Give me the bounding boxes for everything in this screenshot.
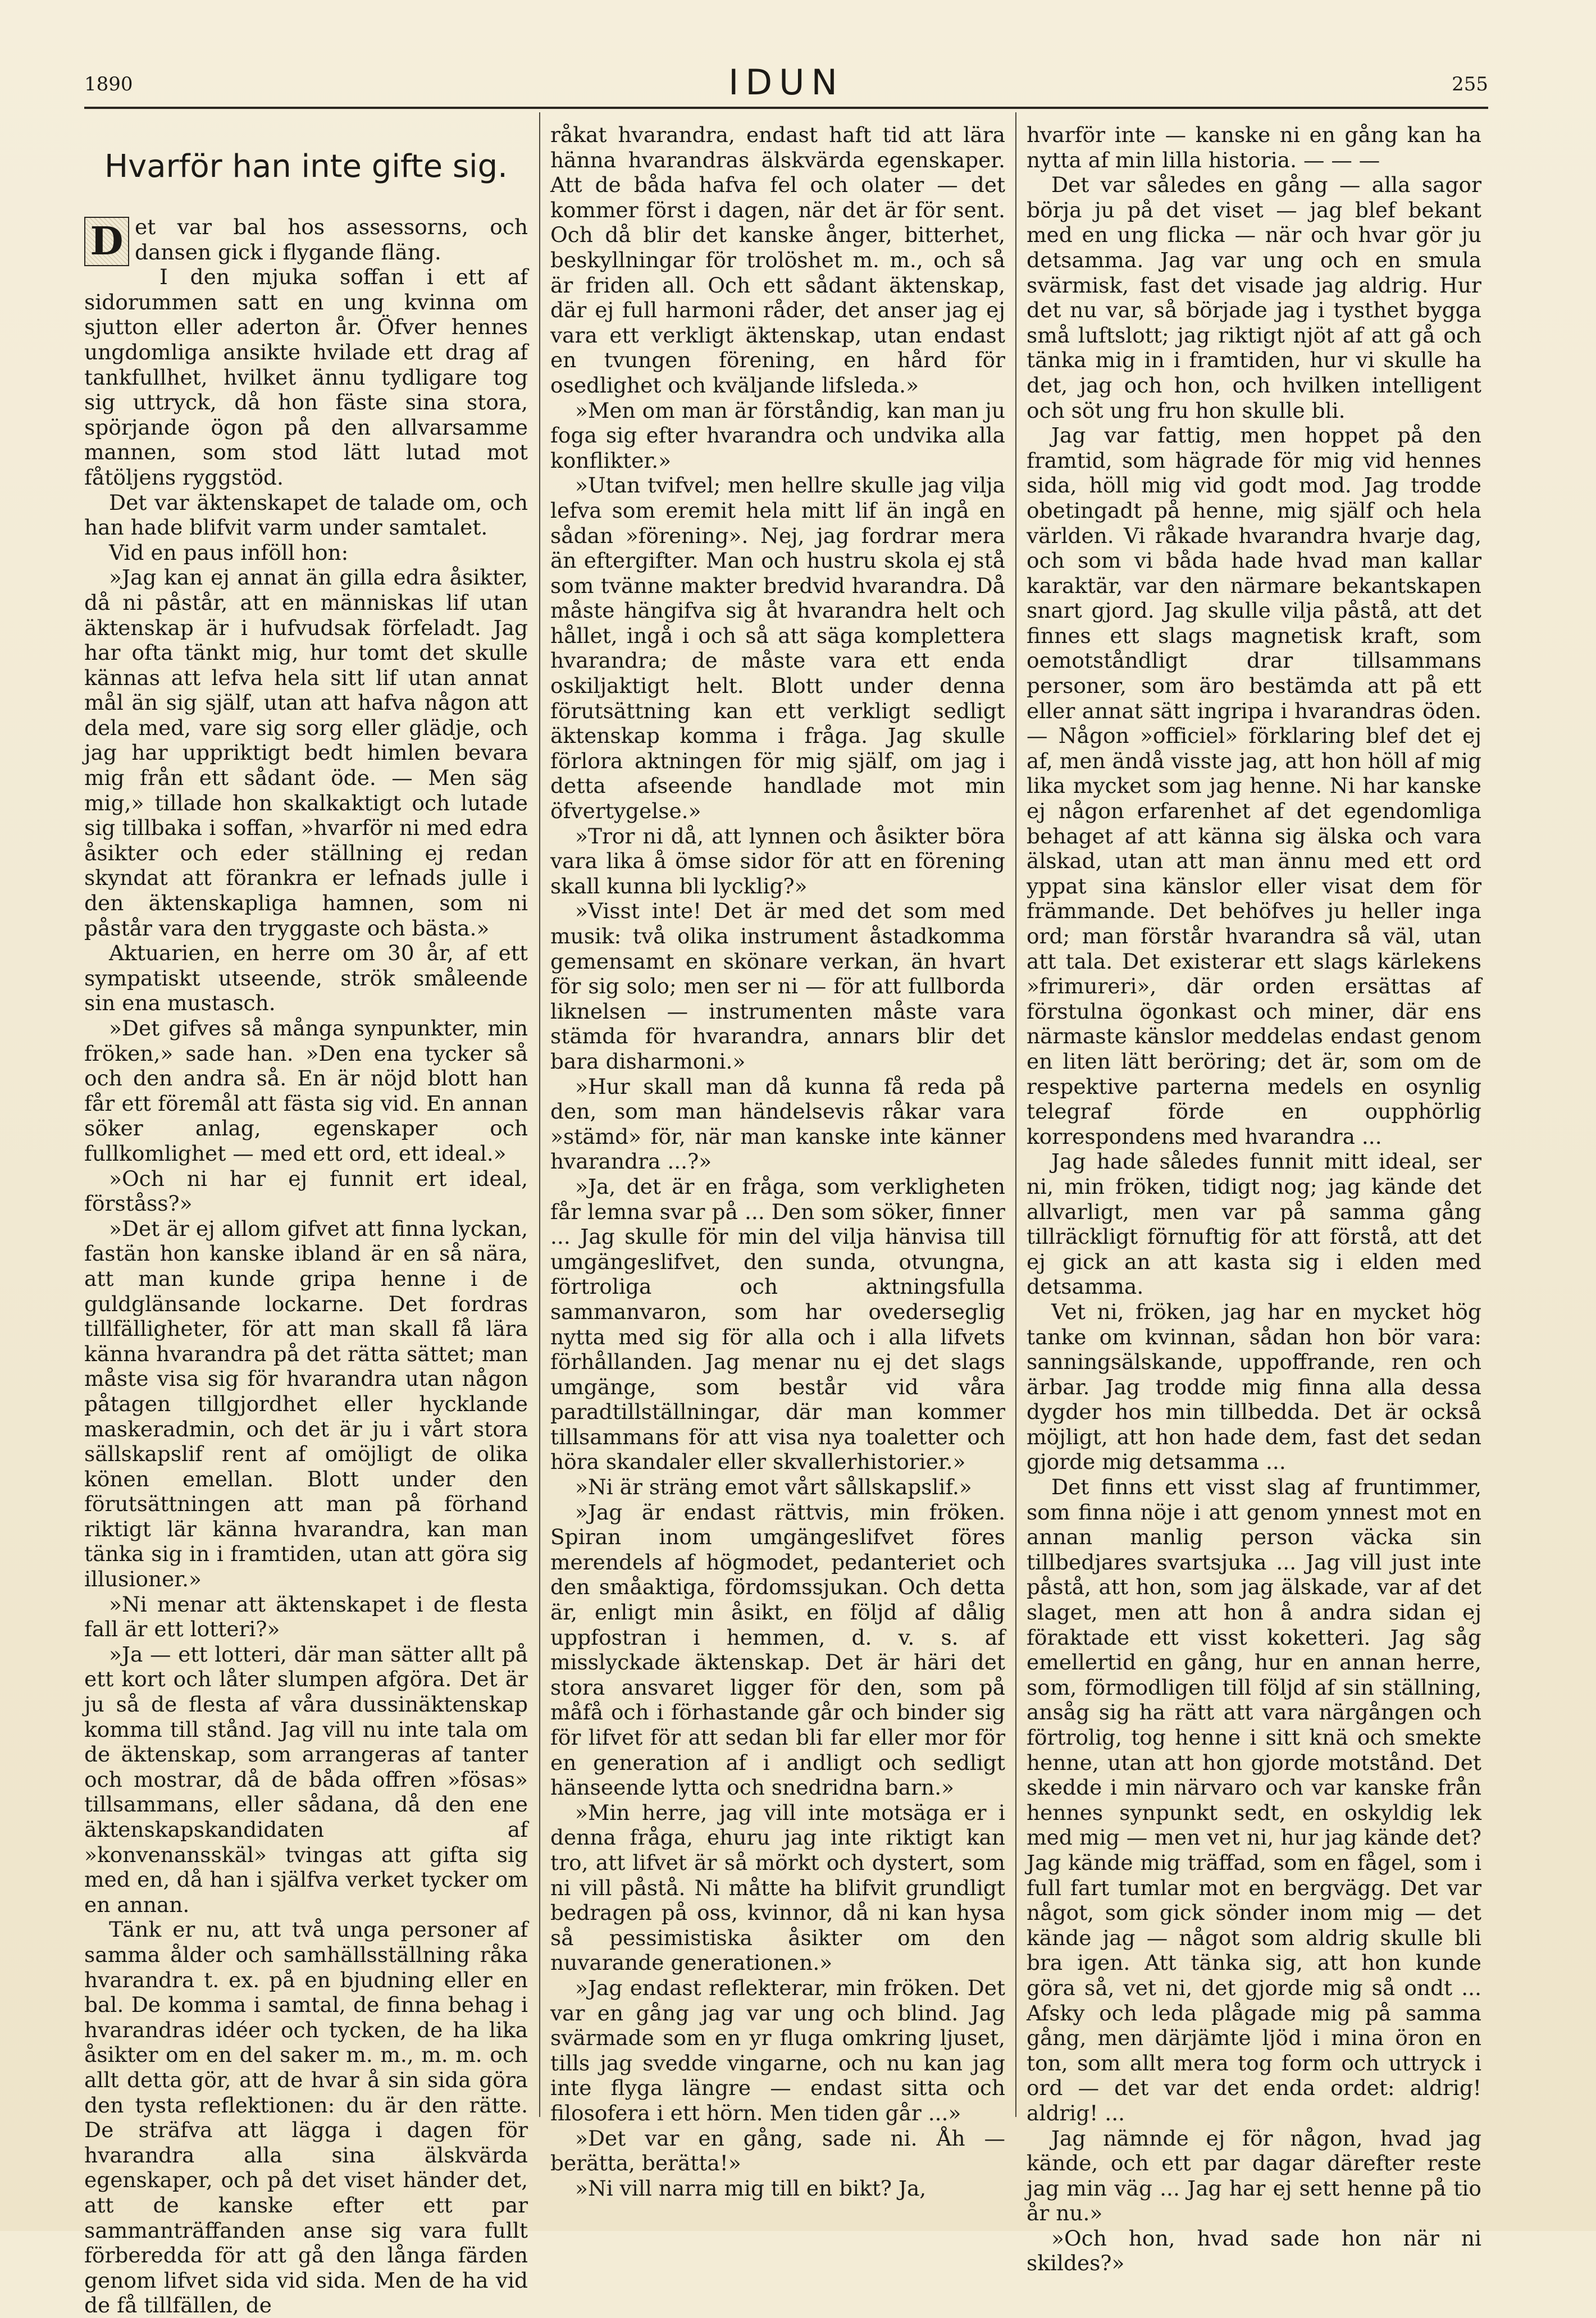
article-paragraph: råkat hvarandra, endast haft tid att lära hänna hvarandras älskvärda egenskaper. Att de båda hafva fel och olater — det kommer först i dagen, när det är för sent. Och då blir det kanske ånger, bitterhet, beskyllningar för trolöshet m. m., och så är friden all. Och ett sådant äktenskap, där ej full harmoni råder, det anser jag ej vara ett verkligt äktenskap, utan endast en tvungen förening, en hård för osedlighet och kväljande lifsleda.» [550, 122, 1005, 398]
article-paragraph [84, 215, 528, 264]
text-column-2 [550, 122, 1005, 2201]
article-paragraph: »Det gifves så många synpunkter, min fröken,» sade han. »Den ena tycker så och den andra så. En är nöjd blott han får ett föremål att fästa sig vid. En annan söker anlag, egenskaper och fullkomlighet — med ett ord, ett ideal.» [84, 1016, 528, 1166]
article-paragraph: »Jag är endast rättvis, min fröken. Spiran inom umgängeslifvet föres merendels af högmodet, pedanteriet och den småaktiga, fördomssjukan. Och detta är, enligt min åsikt, en följd af dålig uppfostran i hemmen, d. v. s. af misslyckade äktenskap. Det är häri det stora ansvaret ligger för den, som på måfå och i förhastande går och binder sig för lifvet för att sedan bli far eller mor för en generation af i andligt och sedligt hänseende lytta och snedridna barn.» [550, 1499, 1005, 1800]
article-paragraph: Det finns ett visst slag af fruntimmer, som finna nöje i att genom ynnest mot en annan manlig person väcka sin tillbedjares svartsjuka ... Jag vill just inte påstå, att hon, som jag älskade, var af det slaget, men att hon å andra sidan ej föraktade ett visst koketteri. Jag såg emellertid en gång, hur en annan herre, som, förmodligen till följd af sin ställning, ansåg sig ha rätt att vara närgången och förtrolig, tog henne i sitt knä och smekte henne, utan att hon gjorde motstånd. Det skedde i min närvaro och var kanske från hennes synpunkt sedt, en oskyldig lek med mig — men vet ni, hur jag kände det? Jag kände mig träffad, som en fågel, som i full fart tumlar mot en bergvägg. Det var något, som gick sönder inom mig — det kände jag — något som aldrig skulle bli bra igen. Att tänka sig, att hon kunde göra så, vet ni, det gjorde mig så ondt ... Afsky och leda plågade mig på samma gång, men därjämte ljöd i mina öron en ton, som allt mera tog form och uttryck i ord — det var det enda ordet: aldrig! aldrig! ... [1027, 1475, 1481, 2125]
magazine-title: IDUN [728, 62, 844, 103]
article-paragraph: Det var således en gång — alla sagor börja ju på det viset — jag blef bekant med en ung flicka — när och hvar gör ju detsamma. Jag var ung och en smula svärmisk, fast det visade jag aldrig. Hur det nu var, så började jag i tysthet bygga små luftslott; jag riktigt njöt af att gå och tänka mig in i framtiden, hur vi skulle ha det, jag och hon, och hvilken intelligent och söt ung fru hon skulle bli. [1027, 172, 1481, 423]
article-paragraph: »Jag kan ej annat än gilla edra åsikter, då ni påstår, att en människas lif utan äktenskap är i hufvudsak förfeladt. Jag har ofta tänkt mig, hur tomt det skulle kännas att lefva hela sitt lif utan annat mål än sig själf, utan att hafva någon att dela med, vare sig sorg eller glädje, och jag har uppriktigt bedt himlen bevara mig från ett sådant öde. — Men säg mig,» tillade hon skalkaktigt och lutade sig tillbaka i soffan, »hvarför ni med edra åsikter och eder ställning ej redan skyndat att förankra er lefnads julle i den äktenskapliga hamnen, som ni påstår vara den tryggaste och bästa.» [84, 565, 528, 941]
article-paragraph: Jag var fattig, men hoppet på den framtid, som hägrade för mig vid hennes sida, höll mig vid godt mod. Jag trodde obetingadt på henne, mig själf och hela världen. Vi råkade hvarandra hvarje dag, och som vi båda hade hvad man kallar karaktär, var den närmare bekantskapen snart gjord. Jag skulle vilja påstå, att det finnes ett slags magnetisk kraft, som oemotståndligt drar tillsammans personer, som äro bestämda att på ett eller annat sätt ingripa i hvarandras öden. — Någon »officiel» förklaring blef det ej af, men ändå visste jag, att hon höll af mig lika mycket som jag henne. Ni har kanske ej någon erfarenhet af det egendomliga behaget af att känna sig älska och vara älskad, utan att man ännu med ett ord yppat sina känslor eller visat dem för främmande. Det behöfves ju heller inga ord; man förstår hvarandra så väl, utan att tala. Det existerar ett slags kärlekens »frimureri», där orden ersättas af förstulna ögonkast och miner, där ens närmaste känslor meddelas endast genom en liten lätt beröring; det är, som om de respektive parterna medels en osynlig telegraf förde en oupphörlig korrespondens med hvarandra ... [1027, 423, 1481, 1149]
article-paragraph: »Det är ej allom gifvet att finna lyckan, fastän hon kanske ibland är en så nära, att man kunde gripa henne i de guldglänsande lockarne. Det fordras tillfälligheter, för att man skall få lära känna hvarandra på det rätta sättet; man måste visa sig för hvarandra utan någon påtagen tillgjordhet eller hycklande maskeradmin, och det är ju i vårt stora sällskapslif rent af omöjligt de olika könen emellan. Blott under den förutsättningen att man på förhand riktigt lär känna hvarandra, kan man tänka sig in i framtiden, utan att göra sig illusioner.» [84, 1216, 528, 1592]
article-paragraph: »Hur skall man då kunna få reda på den, som man händelsevis råkar vara »stämd» för, när man kanske inte känner hvarandra ...?» [550, 1074, 1005, 1174]
article-paragraph: »Ni vill narra mig till en bikt? Ja, [575, 2175, 927, 2201]
text-column-1 [84, 125, 528, 2318]
article-paragraph: Vet ni, fröken, jag har en mycket hög tanke om kvinnan, sådan hon bör vara: sanningsälskande, uppoffrande, ren och ärbar. Jag trodde mig finna alla dessa dygder hos min tillbedda. Det är också möjligt, att hon hade dem, fast det sedan gjorde mig detsamma ... [1027, 1299, 1481, 1475]
article-paragraph: »Ja — ett lotteri, där man sätter allt på ett kort och låter slumpen afgöra. Det är ju så de flesta af våra dussinäktenskap komma till stånd. Jag vill nu inte tala om de äktenskap, som arrangeras af tanter och mostrar, då de båda offren »fösas» tillsammans, eller sådana, då den ene äktenskapskandidaten af »konvenansskäl» tvingas att gifta sig med en, då han i själfva verket tycker om en annan. [84, 1641, 528, 1917]
article-paragraph: »Och ni har ej funnit ert ideal, förståss?» [84, 1166, 528, 1216]
article-paragraph: »Utan tvifvel; men hellre skulle jag vilja lefva som eremit hela mitt lif än ingå en sådan »förening». Nej, jag fordrar mera än eftergifter. Man och hustru skola ej stå som tvänne makter bredvid hvarandra. Då måste hängifva sig åt hvarandra helt och hållet, ingå i och så att säga komplettera hvarandra; de måste vara ett enda oskiljaktigt helt. Blott under denna förutsättning kan ett verkligt sedligt äktenskap komma i fråga. Jag skulle förlora aktningen för mig själf, om jag i detta afseende handlade mot min öfvertygelse.» [550, 473, 1005, 824]
drop-cap: D [84, 217, 129, 266]
column-divider [1015, 112, 1016, 2117]
column-divider [539, 112, 540, 2117]
paragraph-text: et var bal hos assessorns, och dansen gick i flygande fläng. [135, 215, 528, 264]
article-paragraph: Tänk er nu, att två unga personer af samma ålder och samhällsställning råka hvarandra t. ex. på en bjudning eller en bal. De komma i samtal, de finna behag i hvarandras idéer och tycken, de ha lika åsikter om en del saker m. m., m. m. och allt detta gör, att de hvar å sin sida göra den tysta reflektionen: du är den rätte. De sträfva att lägga i dagen för hvarandra alla sina älskvärda egenskaper, och på det viset händer det, att de kanske efter ett par sammanträffanden anse sig vara fullt förberedda för att gå den långa färden genom lifvet sida vid sida. Men de ha vid de få tillfällen, de [84, 1917, 528, 2318]
article-paragraph: »Min herre, jag vill inte motsäga er i denna fråga, ehuru jag inte riktigt kan tro, att lifvet är så mörkt och dystert, som ni vill påstå. Ni måtte ha blifvit grundligt bedragen på oss, kvinnor, då ni kan hysa så pessimistiska åsikter om den nuvarande generationen.» [550, 1800, 1005, 1975]
article-paragraph: Jag hade således funnit mitt ideal, ser ni, min fröken, tidigt nog; jag kände det allvarligt, men var på samma gång tillräckligt förnuftig för att förstå, att det ej gick an att kasta sig i elden med detsamma. [1027, 1149, 1481, 1299]
header-rule [84, 107, 1488, 109]
text-column-3 [1027, 122, 1481, 2276]
article-paragraph: hvarför inte — kanske ni en gång kan ha nytta af min lilla historia. — — — [1027, 122, 1481, 172]
article-paragraph: »Visst inte! Det är med det som med musik: två olika instrument åstadkomma gemensamt en skönare verkan, än hvart för sig solo; men ser ni — för att fullborda liknelsen — instrumenten måste vara stämda för hvarandra, annars blir det bara disharmoni.» [550, 898, 1005, 1074]
article-paragraph: Jag nämnde ej för någon, hvad jag kände, och ett par dagar därefter reste jag min väg ... Jag har ej sett henne på tio år nu.» [1027, 2125, 1481, 2226]
article-paragraph: »Jag endast reflekterar, min fröken. Det var en gång jag var ung och blind. Jag svärmade som en yr fluga omkring ljuset, tills jag svedde vingarne, och nu kan jag inte flyga längre — endast sitta och filosofera i ett hörn. Men tiden går ...» [550, 1975, 1005, 2125]
article-paragraph: »Ni menar att äktenskapet i de flesta fall är ett lotteri?» [84, 1591, 528, 1642]
article-paragraph: »Men om man är förståndig, kan man ju foga sig efter hvarandra och undvika alla konflikter.» [550, 398, 1005, 473]
article-paragraph: »Ja, det är en fråga, som verkligheten får lemna svar på ... Den som söker, finner ... Jag skulle för min del vilja hänvisa till umgängeslifvet, den sunda, otvungna, förtroliga och aktningsfulla sammanvaron, som har ovederseglig nytta med sig för alla och i alla lifvets förhållanden. Jag menar nu ej det slags umgänge, som består vid våra paradtillställningar, där man kommer tillsammans för att visa nya toaletter och höra skandaler eller skvallerhistorier.» [550, 1174, 1005, 1475]
header-year: 1890 [84, 73, 133, 95]
article-paragraph: »Ni är sträng emot vårt sållskapslif.» [575, 1475, 972, 1500]
page-number: 255 [1452, 73, 1488, 95]
article-paragraph: Vid en paus inföll hon: [109, 540, 349, 565]
article-paragraph: Det var äktenskapet de talade om, och han hade blifvit varm under samtalet. [84, 490, 528, 540]
article-paragraph: »Och hon, hvad sade hon när ni skildes?» [1027, 2225, 1481, 2276]
article-paragraph: »Det var en gång, sade ni. Åh — berätta, berätta!» [550, 2125, 1005, 2176]
page-header [84, 62, 1488, 107]
article-title: Hvarför han inte gifte sig. [104, 148, 508, 185]
article-paragraph: Aktuarien, en herre om 30 år, af ett sympatiskt utseende, strök småleende sin ena mustasch. [84, 941, 528, 1016]
article-paragraph: I den mjuka soffan i ett af sidorummen satt en ung kvinna om sjutton eller aderton år. Öfver hennes ungdomliga ansikte hvilade ett drag af tankfullhet, hvilket ännu tydligare tog sig uttryck, då hon fäste sina stora, spörjande ögon på den allvarsamme mannen, som stod lätt lutad mot fåtöljens ryggstöd. [84, 264, 528, 490]
article-paragraph: »Tror ni då, att lynnen och åsikter böra vara lika å ömse sidor för att en förening skall kunna bli lycklig?» [550, 823, 1005, 898]
